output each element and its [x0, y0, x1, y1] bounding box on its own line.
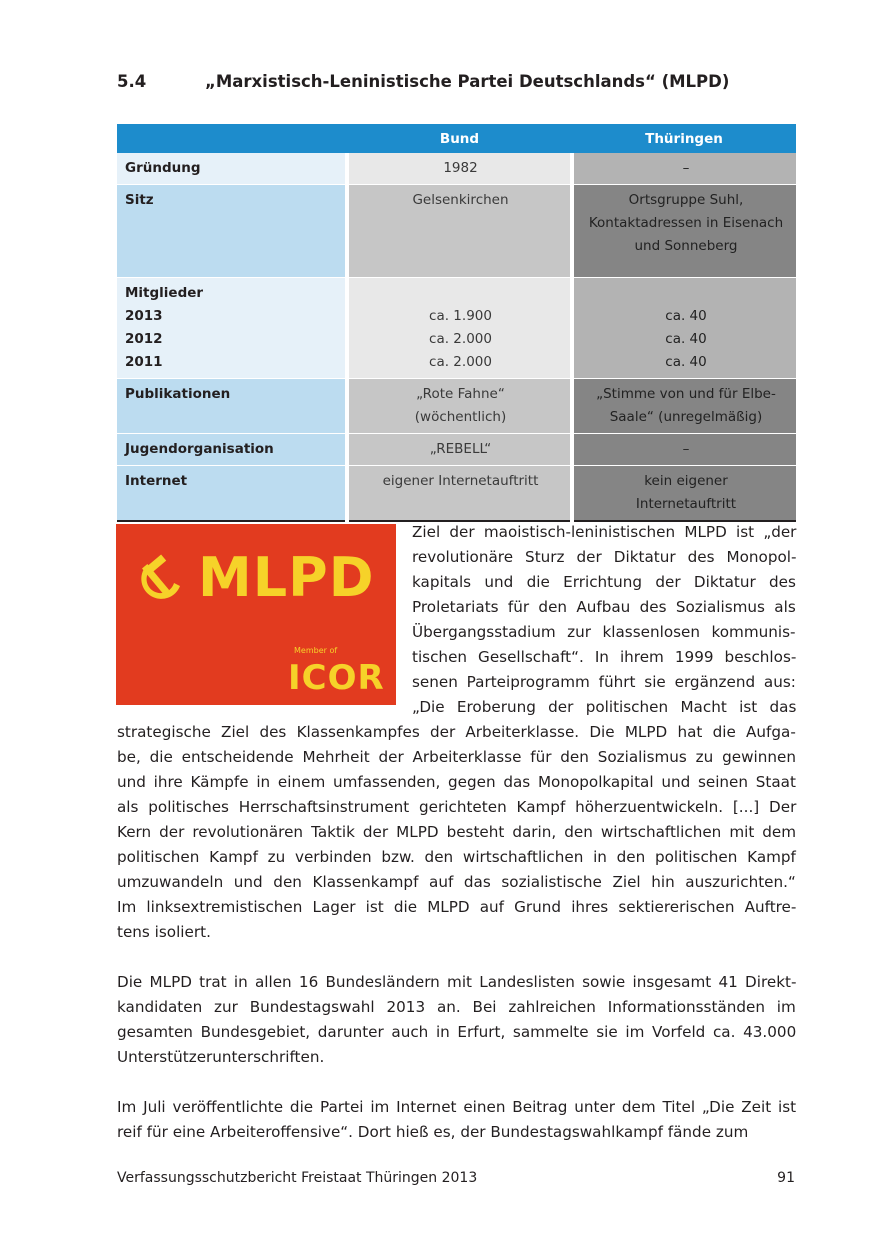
header-bund: Bund	[347, 124, 572, 153]
text-line: strategische Ziel des Klassenkampfes der Arbeiterklasse. Die MLPD hat die Aufga-	[117, 723, 796, 741]
thueringen-value: –	[572, 153, 796, 185]
text-line: Kern der revolutionären Taktik der MLPD besteht darin, den wirtschaftlichen mit dem	[117, 823, 797, 841]
text-line: gesamten Bundesgebiet, darunter auch in Erfurt, sammelte sie im Vorfeld ca. 43.000	[117, 1023, 797, 1041]
thueringen-value: Ortsgruppe Suhl, Kontaktadressen in Eisenach und Sonneberg	[572, 185, 796, 278]
text-line: senen Parteiprogramm führt sie ergänzend aus:	[412, 673, 796, 691]
row-label: Sitz	[117, 185, 347, 278]
logo-member-text: Member of	[294, 646, 338, 655]
text-line: Die MLPD trat in allen 16 Bundesländern mit Landeslisten sowie insgesamt 41 Direkt-	[117, 973, 797, 991]
text-line: umzuwandeln und den Klassenkampf auf das sozialistische Ziel hin auszurichten.“	[117, 873, 796, 891]
thueringen-value: „Stimme von und für Elbe- Saale“ (unregelmäßig)	[572, 379, 796, 434]
text-line: Im linksextremistischen Lager ist die MLPD auf Grund ihres sektiererischen Auftre-	[117, 898, 797, 916]
section-number: 5.4	[117, 72, 147, 91]
text-line: und ihre Kämpfe in einem umfassenden, gegen das Monopolkapital und seinen Staat	[117, 773, 796, 791]
bund-value: „REBELL“	[347, 434, 572, 466]
text-line: reif für eine Arbeiteroffensive“. Dort hieß es, der Bundestagswahlkampf fände zum	[117, 1123, 749, 1141]
table-row	[117, 379, 796, 434]
bund-value: eigener Internetauftritt	[347, 466, 572, 522]
bund-value: Gelsenkirchen	[347, 185, 572, 278]
mlpd-logo	[116, 524, 396, 705]
text-line: kapitals und die Errichtung der Diktatur des	[412, 573, 796, 591]
thueringen-value: –	[572, 434, 796, 466]
party-info-table	[117, 124, 796, 522]
thueringen-value: ca. 40 ca. 40 ca. 40	[572, 278, 796, 379]
row-label: Jugendorganisation	[117, 434, 347, 466]
text-line: tens isoliert.	[117, 923, 211, 941]
text-line: kandidaten zur Bundestagswahl 2013 an. Bei zahlreichen Informationsständen im	[117, 998, 796, 1016]
thueringen-value: kein eigener Internetauftritt	[572, 466, 796, 522]
table-row	[117, 434, 796, 466]
table-row	[117, 153, 796, 185]
section-title: „Marxistisch-Leninistische Partei Deutschlands“ (MLPD)	[205, 72, 730, 91]
text-line: Übergangsstadium zur klassenlosen kommunis-	[412, 623, 796, 641]
text-line: Im Juli veröffentlichte die Partei im Internet einen Beitrag unter dem Titel „Die Zeit ist	[117, 1098, 797, 1116]
text-line: be, die entscheidende Mehrheit der Arbeiterklasse für den Sozialismus zu gewinnen	[117, 748, 796, 766]
text-line: Ziel der maoistisch-leninistischen MLPD ist „der	[412, 523, 797, 541]
text-line: tischen Gesellschaft“. In ihrem 1999 beschlos-	[412, 648, 797, 666]
footer-title: Verfassungsschutzbericht Freistaat Thüringen 2013	[117, 1170, 478, 1186]
bund-value: 1982	[347, 153, 572, 185]
text-line: politischen Kampf zu verbinden bzw. den wirtschaftlichen in den politischen Kampf	[117, 848, 796, 866]
text-line: revolutionäre Sturz der Diktatur des Monopol-	[412, 548, 797, 566]
text-line: „Die Eroberung der politischen Macht ist das	[412, 698, 797, 716]
header-blank	[117, 124, 347, 153]
logo-text: MLPD	[198, 546, 375, 609]
row-label: Mitglieder 2013 2012 2011	[117, 278, 347, 379]
text-line: Proletariats für den Aufbau des Sozialismus als	[412, 598, 796, 616]
text-line: als politisches Herrschaftsinstrument gerichteten Kampf höherzuentwickeln. [...] Der	[117, 798, 797, 816]
table-row	[117, 278, 796, 379]
row-label: Gründung	[117, 153, 347, 185]
row-label: Publikationen	[117, 379, 347, 434]
logo-icor-text: ICOR	[288, 658, 385, 698]
table-header-row	[117, 124, 796, 153]
table-row	[117, 466, 796, 522]
header-thueringen: Thüringen	[572, 124, 796, 153]
bund-value: ca. 1.900 ca. 2.000 ca. 2.000	[347, 278, 572, 379]
table-row	[117, 185, 796, 278]
page-number: 91	[777, 1170, 795, 1186]
text-line: Unterstützerunterschriften.	[117, 1048, 325, 1066]
bund-value: „Rote Fahne“ (wöchentlich)	[347, 379, 572, 434]
row-label: Internet	[117, 466, 347, 522]
